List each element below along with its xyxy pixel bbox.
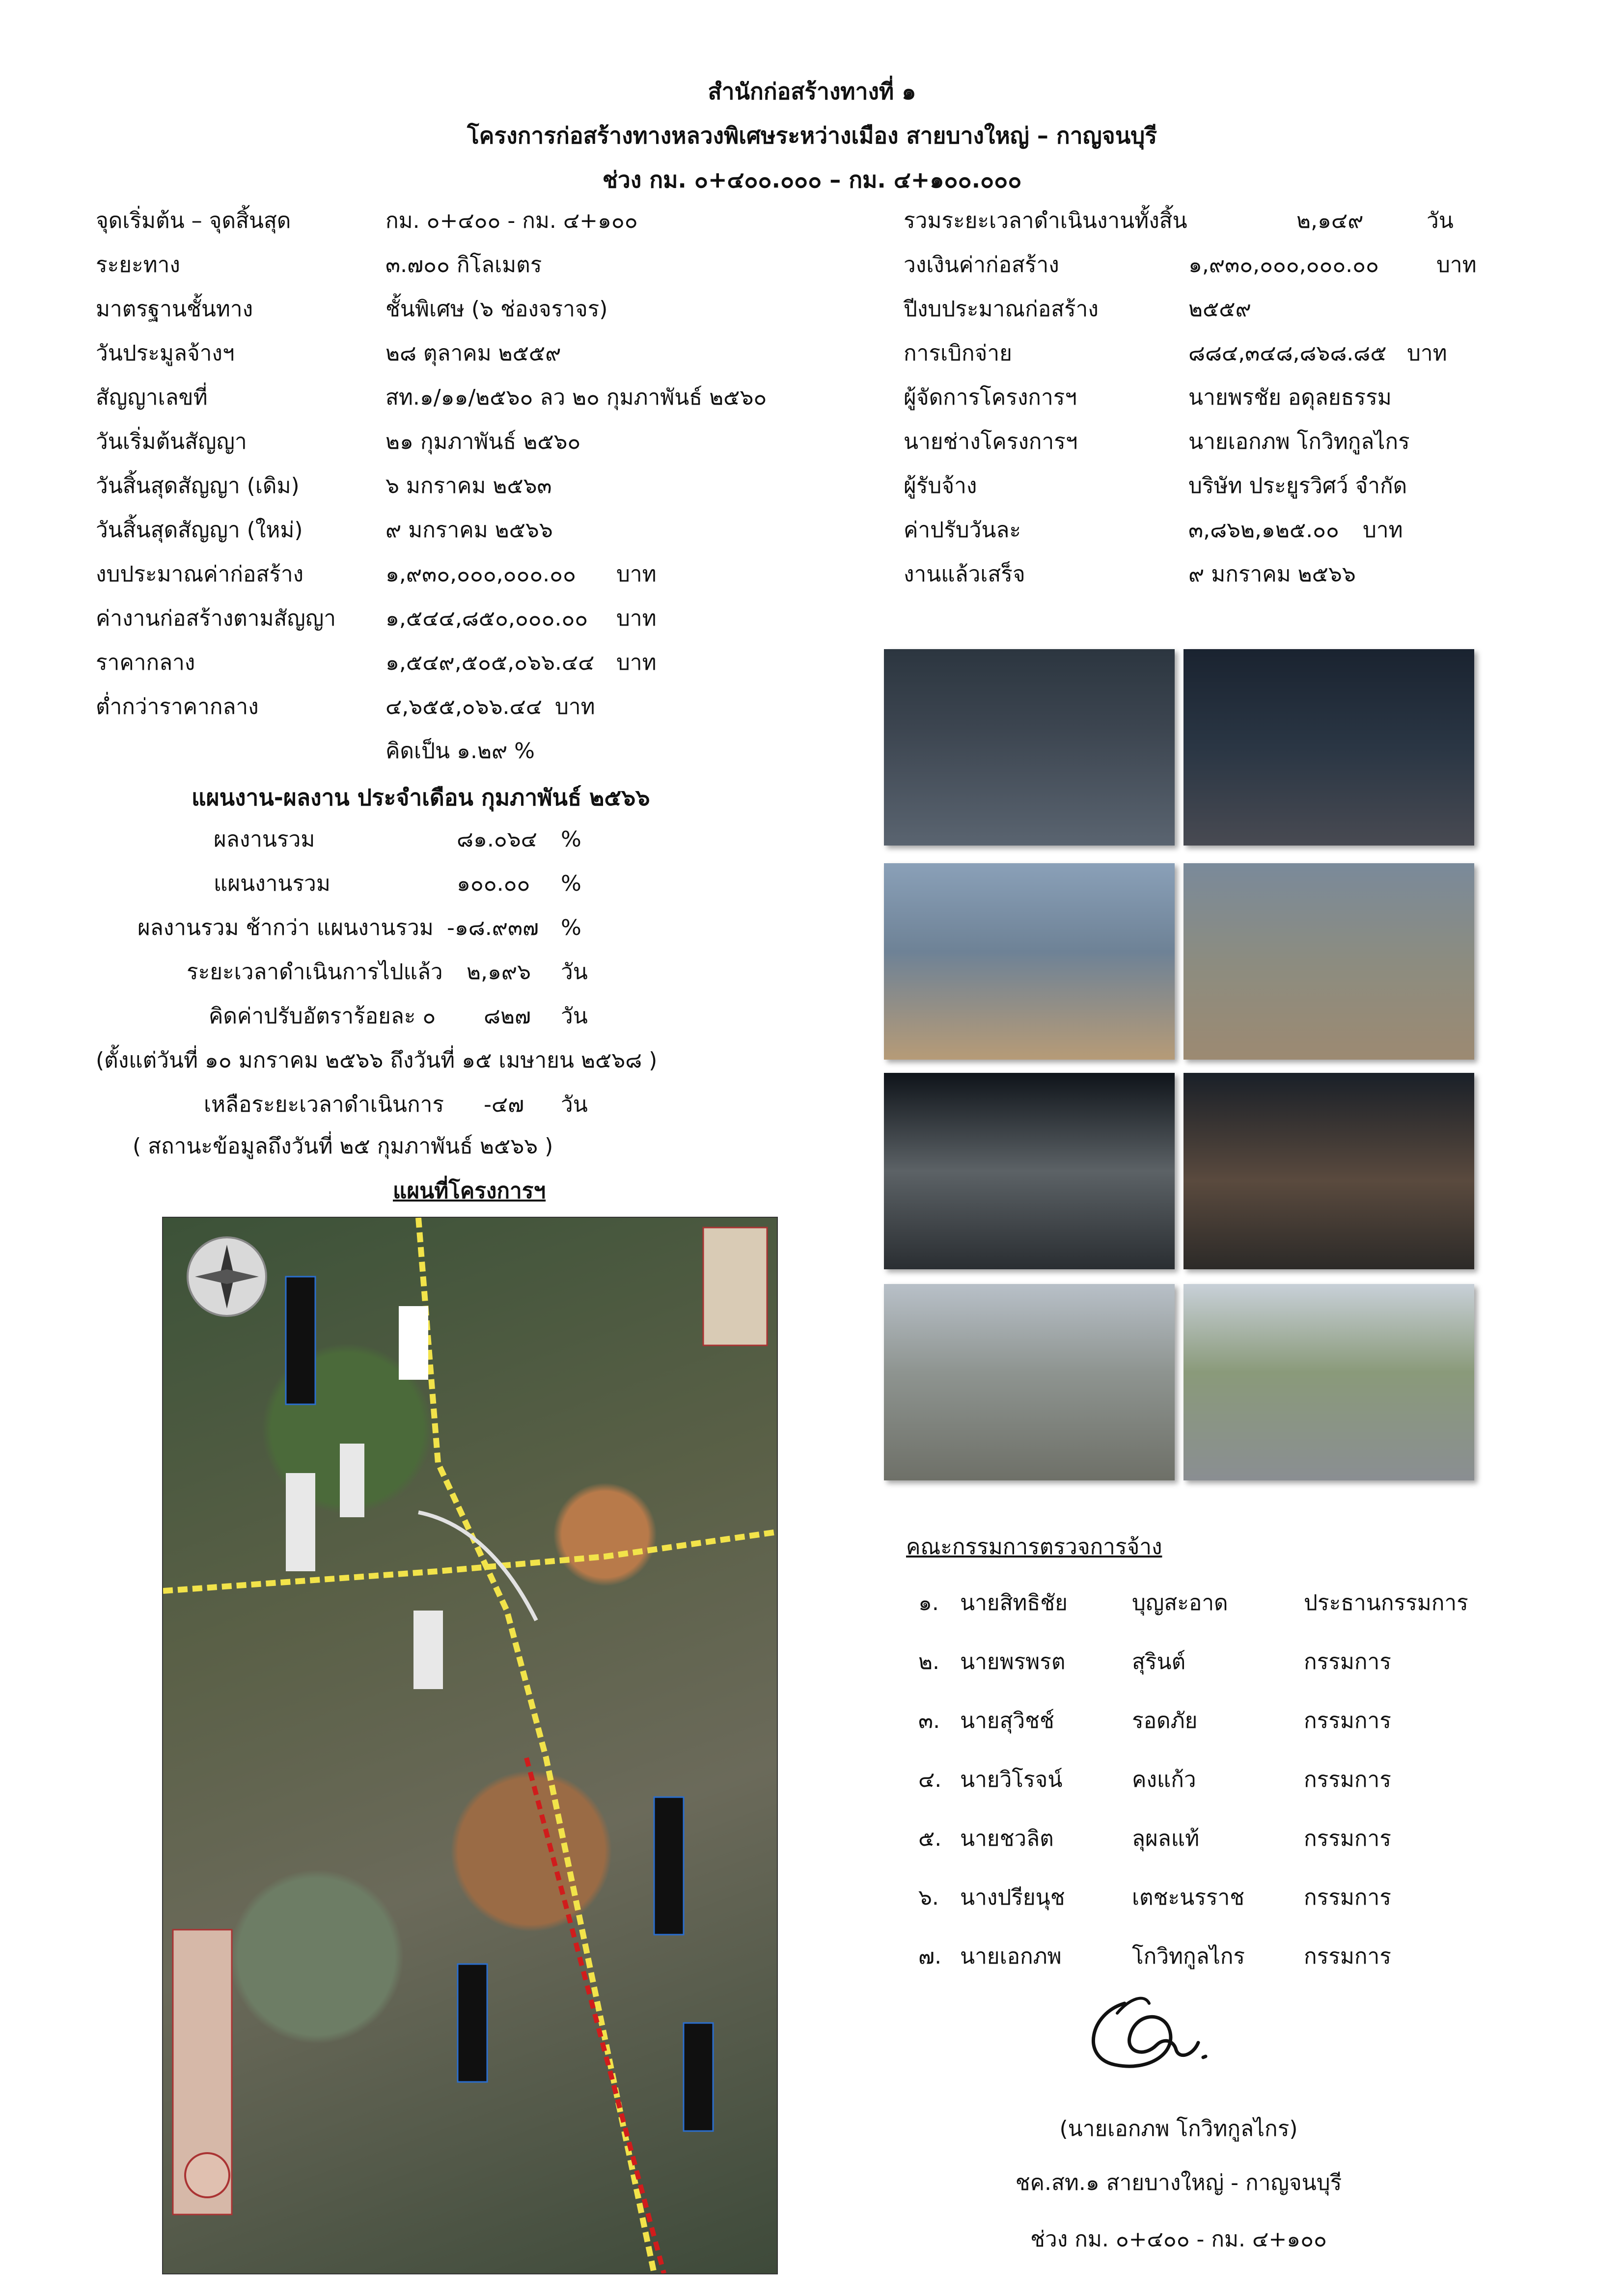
info-value: ๘๘๔,๓๔๘,๘๖๘.๘๕ [1188,341,1387,366]
member-last-name: โกวิทกูลไกร [1132,1944,1245,1969]
plan-unit: % [561,827,581,852]
info-value: ๖ มกราคม ๒๕๖๓ [385,473,552,498]
plan-row [0,869,835,899]
info-row [0,339,1624,368]
member-last-name: คงแก้ว [1132,1767,1196,1792]
info-label: ผู้จัดการโครงการฯ [904,385,1077,410]
info-value: ๒๕๕๙ [1188,297,1251,322]
info-value: ๑,๕๔๙,๕๐๕,๐๖๖.๔๔ [385,650,595,675]
info-row [0,471,1624,501]
site-photo [1184,1284,1474,1480]
member-no: ๔. [918,1767,942,1792]
info-value: ๑,๕๔๔,๘๕๐,๐๐๐.๐๐ [385,606,588,631]
info-value: ๙ มกราคม ๒๕๖๖ [385,518,553,543]
map-label-box [286,1473,315,1571]
plan-value: -๑๘.๙๓๗ [447,915,539,940]
signature-icon [1071,1984,1247,2084]
committee-member [0,1942,1624,1971]
info-row [0,604,835,633]
info-value: ๒๘ ตุลาคม ๒๕๕๙ [385,341,561,366]
plan-row [0,825,835,854]
info-unit: บาท [1407,341,1447,366]
plan-value: ๑๐๐.๐๐ [457,871,530,896]
site-photo [884,863,1175,1060]
info-row [0,206,1624,236]
info-label: วันเริ่มต้นสัญญา [96,429,247,454]
committee-member [0,1588,1624,1618]
member-last-name: ลุผลแท้ [1132,1826,1200,1851]
road-yellow-cross [163,1532,777,1591]
plan-period-row [0,1046,835,1075]
plan-remaining-row [0,1090,835,1120]
info-label: ระยะทาง [96,252,180,277]
map-label-box [340,1444,364,1517]
plan-row [0,957,835,987]
plan-label: ผลงานรวม [214,827,315,852]
committee-member [0,1883,1624,1913]
info-label: วันสิ้นสุดสัญญา (เดิม) [96,473,300,498]
plan-unit: % [561,915,581,940]
info-unit: บาท [616,562,657,587]
below-price-percent: คิดเป็น ๑.๒๙ % [385,738,535,764]
info-value: นายพรชัย อดุลยธรรม [1188,385,1392,410]
info-label: ปีงบประมาณก่อสร้าง [904,297,1099,322]
info-value: บริษัท ประยูรวิศว์ จำกัด [1188,473,1407,498]
map-graphic [163,1218,777,2273]
member-role: กรรมการ [1304,1826,1391,1851]
member-last-name: สุรินต์ [1132,1649,1186,1674]
info-label: ต่ำกว่าราคากลาง [96,694,259,719]
plan-unit: วัน [561,1004,588,1029]
info-label: วงเงินค่าก่อสร้าง [904,252,1059,277]
site-photo [1184,1073,1474,1269]
info-row [0,516,1624,545]
map-label-box [684,2023,713,2131]
member-last-name: เตชะนรราช [1132,1885,1245,1910]
section-title: ช่วง กม. ๐+๔๐๐.๐๐๐ – กม. ๔+๑๐๐.๐๐๐ [602,166,1022,193]
info-value: นายเอกภพ โกวิทกูลไกร [1188,429,1410,454]
info-label: ค่างานก่อสร้างตามสัญญา [96,606,336,631]
signer-section: ช่วง กม. ๐+๔๐๐ - กม. ๔+๑๐๐ [1030,2227,1327,2252]
office-title: สำนักก่อสร้างทางที่ ๑ [708,78,916,105]
info-unit: บาท [555,694,595,719]
info-unit: วัน [1427,208,1454,233]
member-first-name: นายเอกภพ [960,1944,1062,1969]
info-unit: บาท [1436,252,1477,277]
info-value: ๒๑ กุมภาพันธ์ ๒๕๖๐ [385,429,581,454]
site-photo [1184,863,1474,1060]
member-role: กรรมการ [1304,1885,1391,1910]
member-first-name: นายวิโรจน์ [960,1767,1063,1792]
plan-period: (ตั้งแต่วันที่ ๑๐ มกราคม ๒๕๖๖ ถึงวันที่ ๑๕ เมษายน ๒๕๖๘ ) [96,1048,658,1073]
remaining-label: เหลือระยะเวลาดำเนินการ [204,1092,444,1117]
member-first-name: นายชวลิต [960,1826,1054,1851]
committee-member [0,1647,1624,1677]
plan-label: คิดค่าปรับอัตราร้อยละ ๐ [209,1004,436,1029]
map-label-box [458,1964,487,2082]
map-label-box [654,1797,684,1935]
plan-unit: วัน [561,959,588,984]
info-label: วันประมูลจ้างฯ [96,341,235,366]
legend-box [703,1228,767,1345]
info-value: ๔,๖๕๕,๐๖๖.๔๔ [385,694,543,719]
info-label: วันสิ้นสุดสัญญา (ใหม่) [96,518,303,543]
info-value: ชั้นพิเศษ (๖ ช่องจราจร) [385,297,608,322]
plan-row [0,913,835,943]
plan-label: แผนงานรวม [214,871,330,896]
member-first-name: นายสุวิชช์ [960,1708,1054,1733]
info-value: ๒,๑๔๙ [1296,208,1364,233]
info-label: จุดเริ่มต้น – จุดสิ้นสุด [96,208,291,233]
project-title: โครงการก่อสร้างทางหลวงพิเศษระหว่างเมือง สายบางใหญ่ – กาญจนบุรี [467,122,1157,149]
committee-member [0,1765,1624,1795]
info-label: รวมระยะเวลาดำเนินงานทั้งสิ้น [904,208,1187,233]
info-label: มาตรฐานชั้นทาง [96,297,253,322]
member-role: กรรมการ [1304,1708,1391,1733]
member-no: ๑. [918,1590,939,1615]
plan-label: ผลงานรวม ช้ากว่า แผนงานรวม [138,915,434,940]
info-row [0,648,835,678]
committee-title: คณะกรรมการตรวจการจ้าง [906,1534,1162,1559]
info-row [0,427,1624,457]
plan-row [0,1002,835,1031]
percent-row [0,737,835,766]
info-value: กม. ๐+๔๐๐ - กม. ๔+๑๐๐ [385,208,638,233]
info-value: ๑,๙๓๐,๐๐๐,๐๐๐.๐๐ [385,562,576,587]
site-photo [884,1284,1175,1480]
plan-value: ๘๒๗ [484,1004,531,1029]
remaining-value: -๔๗ [484,1092,524,1117]
info-unit: บาท [616,650,657,675]
committee-member [0,1824,1624,1854]
info-label: ค่าปรับวันละ [904,518,1021,543]
plan-value: ๒,๑๙๖ [467,959,531,984]
info-label: นายช่างโครงการฯ [904,429,1078,454]
plan-value: ๘๑.๐๖๔ [457,827,537,852]
info-row [0,692,835,722]
info-unit: บาท [1363,518,1403,543]
member-no: ๖. [918,1885,939,1910]
member-no: ๕. [918,1826,942,1851]
member-role: กรรมการ [1304,1944,1391,1969]
info-unit: บาท [616,606,657,631]
status-date: ( สถานะข้อมูลถึงวันที่ ๒๕ กุมภาพันธ์ ๒๕๖๖ ) [133,1134,553,1159]
road-yellow [418,1218,654,2273]
info-row [0,560,1624,589]
status-row [0,1132,835,1161]
map-title: แผนที่โครงการฯ [393,1178,546,1203]
info-row [0,383,1624,412]
member-no: ๓. [918,1708,940,1733]
remaining-unit: วัน [561,1092,588,1117]
plan-unit: % [561,871,581,896]
signer-name: (นายเอกภพ โกวิทกูลไกร) [1059,2116,1298,2141]
member-first-name: นายสิทธิชัย [960,1590,1068,1615]
member-role: กรรมการ [1304,1767,1391,1792]
member-last-name: รอดภัย [1132,1708,1198,1733]
member-role: กรรมการ [1304,1649,1391,1674]
info-label: งานแล้วเสร็จ [904,562,1025,587]
map-label-box [286,1277,315,1404]
info-row [0,295,1624,324]
project-map [162,1217,778,2274]
plan-label: ระยะเวลาดำเนินการไปแล้ว [187,959,443,984]
site-photo [1184,649,1474,846]
info-value: สท.๑/๑๑/๒๕๖๐ ลว ๒๐ กุมภาพันธ์ ๒๕๖๐ [385,385,767,410]
member-no: ๒. [918,1649,939,1674]
info-value: ๑,๙๓๐,๐๐๐,๐๐๐.๐๐ [1188,252,1379,277]
site-photo [884,1073,1175,1269]
info-value: ๙ มกราคม ๒๕๖๖ [1188,562,1356,587]
info-label: การเบิกจ่าย [904,341,1012,366]
info-row [0,250,1624,280]
committee-member [0,1706,1624,1736]
seal-icon [185,2153,229,2197]
member-first-name: นางปรียนุช [960,1885,1065,1910]
plan-title: แผนงาน-ผลงาน ประจำเดือน กุมภาพันธ์ ๒๕๖๖ [192,784,650,811]
info-label: ผู้รับจ้าง [904,473,977,498]
site-photo [884,649,1175,846]
member-no: ๗. [918,1944,942,1969]
info-value: ๓,๘๖๒,๑๒๕.๐๐ [1188,518,1339,543]
map-label-box [399,1306,428,1380]
member-first-name: นายพรพรต [960,1649,1066,1674]
signer-position: ชค.สท.๑ สายบางใหญ่ - กาญจนบุรี [1015,2170,1342,2195]
info-value: ๓.๗๐๐ กิโลเมตร [385,252,542,277]
member-role: ประธานกรรมการ [1304,1590,1468,1615]
info-label: งบประมาณค่าก่อสร้าง [96,562,304,587]
member-last-name: บุญสะอาด [1132,1590,1228,1615]
info-label: สัญญาเลขที่ [96,385,208,410]
info-label: ราคากลาง [96,650,195,675]
